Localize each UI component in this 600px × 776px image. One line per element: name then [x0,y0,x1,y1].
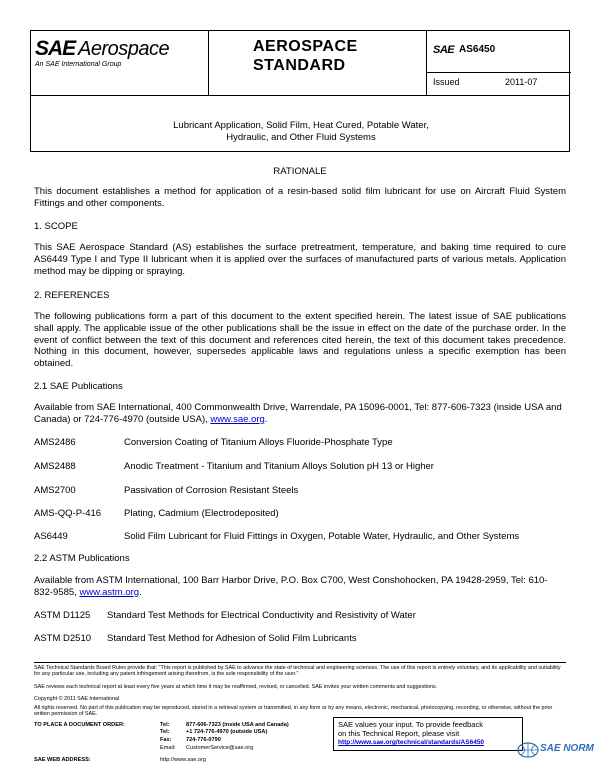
footer-review-note: SAE reviews each technical report at least every five years at which time it may be reaffirmed, revised, or cancelled. SAE invites your written comments and suggestions. [34,684,438,690]
logo-subtitle: An SAE International Group [35,61,122,68]
footer-rights: All rights reserved. No part of this publication may be reproduced, stored in a retrieval system or transmitted, in any form or by any means, electronic, mechanical, photocopying, recording, or otherwise, without the prior written permission of SAE. [34,705,553,718]
feedback-box [333,717,523,751]
astm-availability-text: Available from ASTM International, 100 Barr Harbor Drive, P.O. Box C700, West Conshohocken, PA 19428-2959, Tel: 610-832-9585, [34,575,548,598]
astm-publications-heading: 2.2 ASTM Publications [34,553,130,564]
issued-label: Issued [433,77,460,87]
ref-code: AMS2486 [34,437,76,448]
subject-box [30,96,570,152]
ref-description: Standard Test Methods for Electrical Conductivity and Resistivity of Water [107,610,416,621]
tel-value: 877-606-7323 (inside USA and Canada) [186,722,289,728]
references-text: The following publications form a part of this document to the extent specified herein. The latest issue of SAE publications shall apply. The applicable issue of the other publications shall be the issue in effect on the date of the purchase order. In the event of conflict between the text of this document and references cited herein, the text of this document takes precedence. Nothing in this document, however, supersedes applicable laws and regulations unless a specific exemption has been obtained. [34,311,566,370]
ref-description: Conversion Coating of Titanium Alloys Fluoride-Phosphate Type [124,437,393,448]
footer-rules-note: SAE Technical Standards Board Rules provide that: "This report is published by SAE to advance the state of technical and engineering sciences. The use of this report is entirely voluntary, and its applicability and suitability for any particular use, including any patent infringement arising therefrom, is the sole responsibility of the user." [34,665,561,678]
ref-code: AMS-QQ-P-416 [34,508,102,519]
feedback-line2: on this Technical Report, please visit [338,729,460,738]
astm-website-link[interactable]: www.astm.org [79,586,140,598]
logo-cell [31,31,209,95]
header-box [30,30,570,96]
scope-heading: 1. SCOPE [34,221,78,232]
ref-description: Plating, Cadmium (Electrodeposited) [124,508,279,519]
ref-description: Standard Test Method for Adhesion of Solid Film Lubricants [107,633,357,644]
web-label: SAE WEB ADDRESS: [34,757,91,763]
ref-code: AMS2700 [34,485,76,496]
footer-copyright: Copyright © 2011 SAE International [34,696,120,702]
rationale-text: This document establishes a method for application of a resin-based solid film lubricant for use on Aircraft Fluid System Fittings and other components. [34,186,566,209]
ref-description: Passivation of Corrosion Resistant Steels [124,485,299,496]
references-heading: 2. REFERENCES [34,290,110,301]
feedback-line1: SAE values your input. To provide feedback [338,720,483,729]
aerospace-logo-text: Aerospace [78,38,170,60]
tel2-value: +1 724-776-4970 (outside USA) [186,729,268,735]
sae-availability-end: . [264,413,268,425]
document-subject [31,120,571,144]
email-label: Email: [160,745,176,751]
ref-code: ASTM D1125 [34,610,91,621]
sae-publications-heading: 2.1 SAE Publications [34,381,123,392]
standard-title-line1: AEROSPACE [253,38,358,55]
feedback-link[interactable]: http://www.sae.org/technical/standards/AS6450 [338,739,485,746]
standard-title [253,37,358,75]
standard-cell [209,31,427,95]
ref-code: AS6449 [34,531,68,542]
sae-availability-text: Available from SAE International, 400 Commonwealth Drive, Warrendale, PA 15096-0001, Tel: 877-606-7323 (inside USA and Canada) or 724-776-4970 (outside USA), [34,402,562,425]
fax-value: 724-776-0790 [186,737,221,743]
ref-description: Anodic Treatment - Titanium and Titanium Alloys Solution pH 13 or Higher [124,461,434,472]
astm-availability-end: . [139,586,142,598]
subject-line1: Lubricant Application, Solid Film, Heat Cured, Potable Water, [173,120,429,131]
sae-website-link[interactable]: www.sae.org [210,413,265,425]
order-label: TO PLACE A DOCUMENT ORDER: [34,722,125,728]
subject-line2: Hydraulic, and Other Fluid Systems [226,132,376,143]
rationale-heading: RATIONALE [273,166,327,177]
fax-label: Fax: [160,737,172,743]
footer-divider [34,662,566,663]
web-value[interactable]: http://www.sae.org [160,757,207,763]
doc-sae-logo: SAE [433,44,455,56]
tel-label: Tel: [160,722,170,728]
watermark-text: SAE NORM [540,743,594,754]
sae-logo: SAE [35,37,76,60]
sae-availability [34,402,566,426]
standard-title-line2: STANDARD [253,57,346,74]
astm-availability [34,575,566,599]
ref-code: AMS2488 [34,461,76,472]
tel2-label: Tel: [160,729,170,735]
email-value[interactable]: CustomerService@sae.org [186,745,254,751]
doc-number: AS6450 [459,44,496,55]
issued-date: 2011-07 [505,77,538,87]
scope-text: This SAE Aerospace Standard (AS) establishes the surface pretreatment, temperature, and baking time required to cure AS6449 Type I and Type II lubricant when it is applied over the surfaces of manufactured parts of various metals. Application method may be dipping or spraying. [34,242,566,277]
doc-number-box [427,31,571,73]
globe-icon [516,742,540,758]
ref-description: Solid Film Lubricant for Fluid Fittings in Oxygen, Potable Water, Hydraulic, and Other Systems [124,531,520,542]
doc-info-cell [427,31,571,95]
ref-code: ASTM D2510 [34,633,92,644]
